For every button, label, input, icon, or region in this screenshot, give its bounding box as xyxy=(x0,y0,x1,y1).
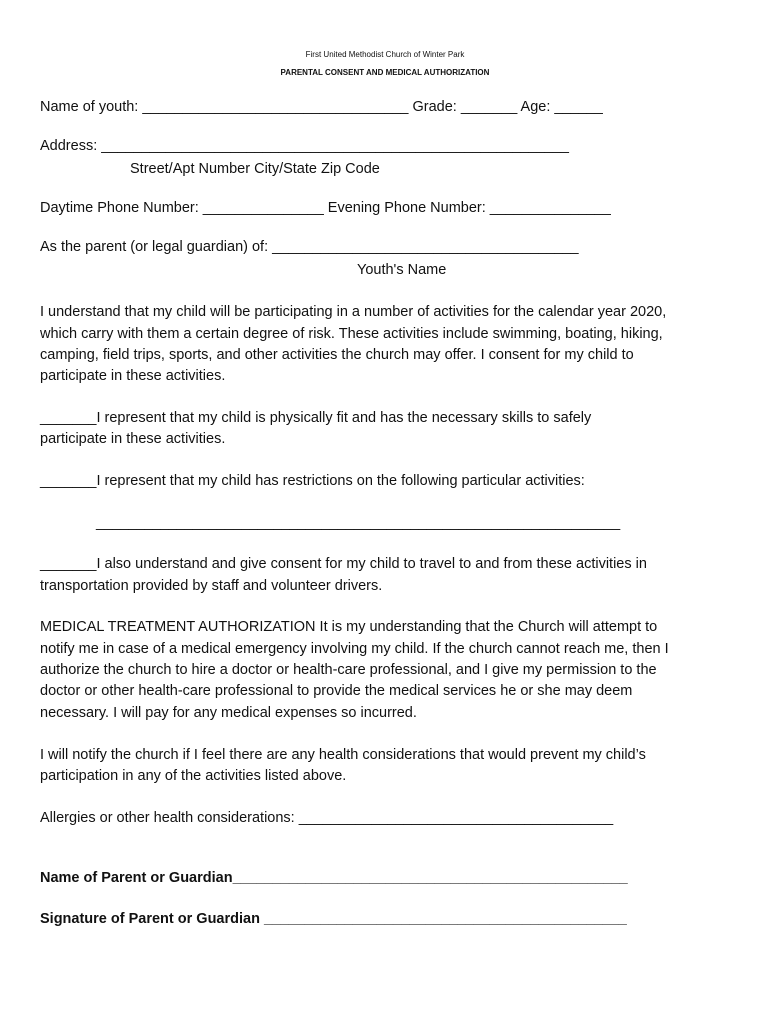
phone-line[interactable]: Daytime Phone Number: _______________ Evening Phone Number: _______________ xyxy=(40,200,611,216)
travel-consent-line: transportation provided by staff and volunteer drivers. xyxy=(40,578,383,594)
health-notify-line: participation in any of the activities listed above. xyxy=(40,768,347,784)
travel-consent-line[interactable]: _______I also understand and give consent for my child to travel to and from these activities in xyxy=(40,556,647,572)
consent-paragraph-line: participate in these activities. xyxy=(40,368,226,384)
restrictions-statement[interactable]: _______I represent that my child has restrictions on the following particular activities: xyxy=(40,473,585,489)
address-line[interactable]: Address: __________________________________________________________ xyxy=(40,138,569,154)
guardian-of-line[interactable]: As the parent (or legal guardian) of: ______________________________________ xyxy=(40,239,579,255)
medical-authorization-line: necessary. I will pay for any medical expenses so incurred. xyxy=(40,705,417,721)
address-hint: Street/Apt Number City/State Zip Code xyxy=(130,161,380,177)
allergies-line[interactable]: Allergies or other health considerations: _______________________________________ xyxy=(40,810,614,826)
medical-authorization-line: MEDICAL TREATMENT AUTHORIZATION It is my understanding that the Church will attempt to xyxy=(40,619,658,635)
parent-signature-line[interactable]: Signature of Parent or Guardian _____________________________________________ xyxy=(40,911,627,927)
church-name: First United Methodist Church of Winter Park xyxy=(305,50,465,59)
form-title: PARENTAL CONSENT AND MEDICAL AUTHORIZATION xyxy=(280,68,490,77)
medical-authorization-line: authorize the church to hire a doctor or health-care professional, and I give my permission to the xyxy=(40,662,657,678)
youth-name-hint: Youth's Name xyxy=(357,262,447,278)
consent-paragraph-line: which carry with them a certain degree of risk. These activities include swimming, boating, hiking, xyxy=(40,326,663,342)
health-notify-line: I will notify the church if I feel there are any health considerations that would prevent my child’s xyxy=(40,747,646,763)
restrictions-blank[interactable]: _________________________________________________________________ xyxy=(96,515,621,531)
consent-paragraph-line: I understand that my child will be participating in a number of activities for the calendar year 2020, xyxy=(40,304,667,320)
youth-info-line[interactable]: Name of youth: _________________________________ Grade: _______ Age: ______ xyxy=(40,99,603,115)
parent-name-line[interactable]: Name of Parent or Guardian_________________________________________________ xyxy=(40,870,628,886)
fitness-statement-line[interactable]: _______I represent that my child is physically fit and has the necessary skills to safely xyxy=(40,410,592,426)
fitness-statement-line: participate in these activities. xyxy=(40,431,226,447)
medical-authorization-line: doctor or other health-care professional to provide the medical services he or she may deem xyxy=(40,683,633,699)
medical-authorization-line: notify me in case of a medical emergency involving my child. If the church cannot reach me, then I xyxy=(40,641,669,657)
consent-paragraph-line: camping, field trips, sports, and other activities the church may offer. I consent for my child to xyxy=(40,347,634,363)
